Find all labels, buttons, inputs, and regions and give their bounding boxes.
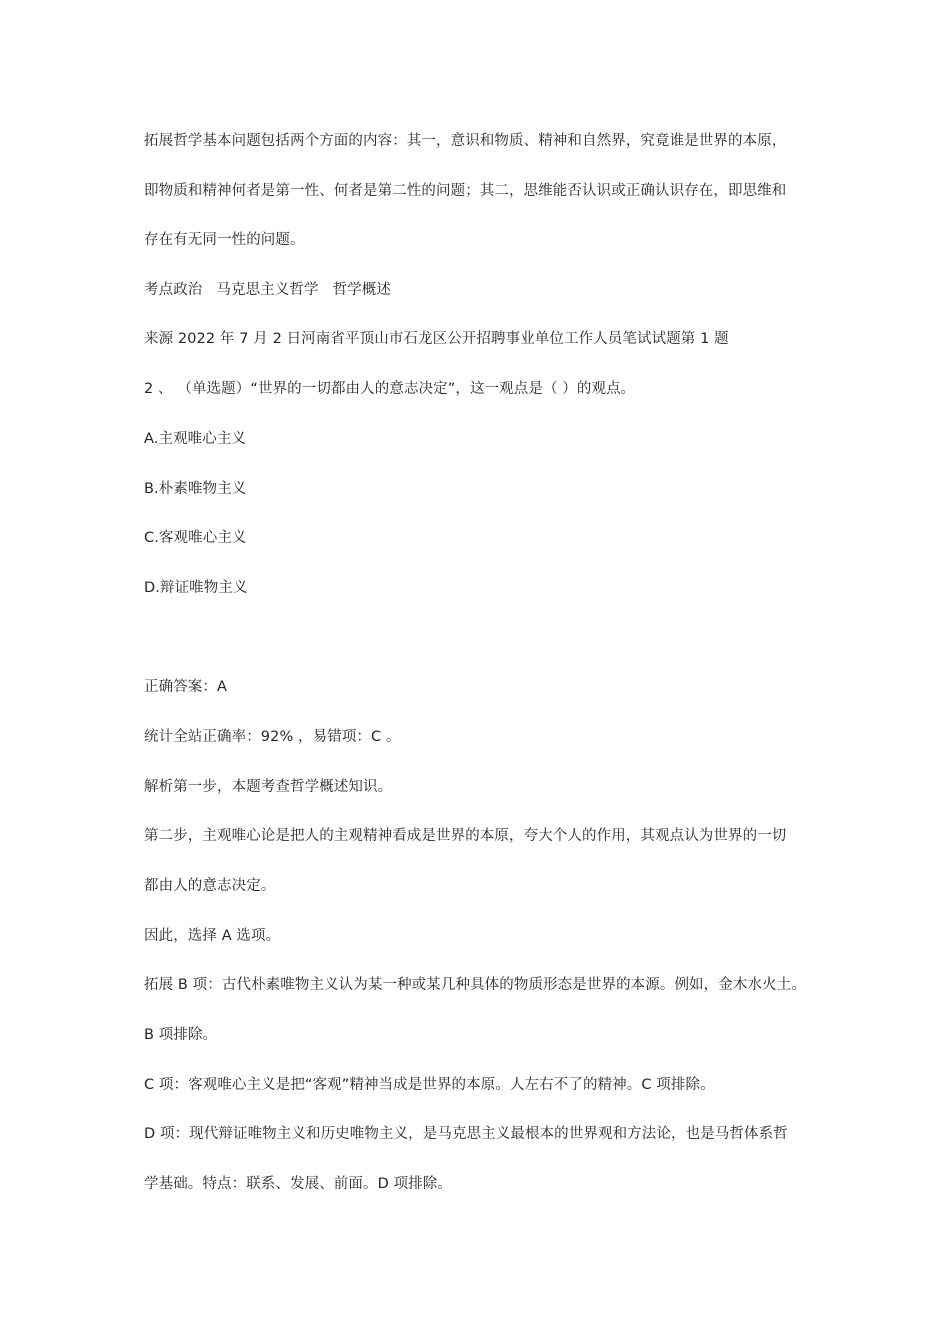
extension-line-5: 学基础。特点：联系、发展、前面。D 项排除。 <box>144 1176 452 1192</box>
option-d: D.辩证唯物主义 <box>144 580 248 596</box>
source-line: 来源 2022 年 7 月 2 日河南省平顶山市石龙区公开招聘事业单位工作人员笔试试题第 1 题 <box>144 331 729 347</box>
answer-stats: 统计全站正确率：92% ，易错项：C 。 <box>144 729 401 745</box>
correct-answer: 正确答案：A <box>144 679 228 695</box>
topic-chapter: 哲学概述 <box>332 282 392 298</box>
option-a: A.主观唯心主义 <box>144 431 247 447</box>
option-b: B.朴素唯物主义 <box>144 481 247 497</box>
option-c: C.客观唯心主义 <box>144 530 247 546</box>
extension-line-4: D 项：现代辩证唯物主义和历史唯物主义，是马克思主义最根本的世界观和方法论，也是马哲体系哲 <box>144 1126 788 1142</box>
extension-line-2: B 项排除。 <box>144 1027 218 1043</box>
analysis-step2-line-2: 都由人的意志决定。 <box>144 878 276 894</box>
analysis-conclusion: 因此，选择 A 选项。 <box>144 928 281 944</box>
question-stem: 2 、 （单选题）“世界的一切都由人的意志决定”，这一观点是（ ）的观点。 <box>144 381 636 397</box>
extension-line-3: C 项：客观唯心主义是把“客观”精神当成是世界的本原。人左右不了的精神。C 项排除。 <box>144 1077 715 1093</box>
extension-line-1: 拓展 B 项：古代朴素唯物主义认为某一种或某几种具体的物质形态是世界的本源。例如，金木水火土。 <box>144 977 806 993</box>
topic-line <box>144 280 816 300</box>
analysis-step2-line-1: 第二步，主观唯心论是把人的主观精神看成是世界的本原，夸大个人的作用，其观点认为世界的一切 <box>144 828 787 844</box>
prev-extension-line-2: 即物质和精神何者是第一性、何者是第二性的问题；其二，思维能否认识或正确认识存在，即思维和 <box>144 183 787 199</box>
topic-subject: 马克思主义哲学 <box>216 282 319 298</box>
topic-label: 考点政治 <box>144 282 203 298</box>
prev-extension-line-3: 存在有无同一性的问题。 <box>144 232 305 248</box>
prev-extension-line-1: 拓展哲学基本问题包括两个方面的内容：其一，意识和物质、精神和自然界，究竟谁是世界的本原， <box>144 133 787 149</box>
analysis-step1: 解析第一步，本题考查哲学概述知识。 <box>144 779 393 795</box>
